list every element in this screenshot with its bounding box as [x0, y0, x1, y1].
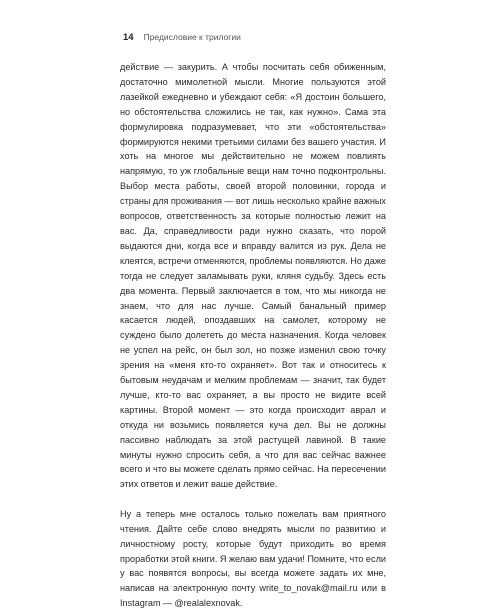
body-text [120, 60, 386, 611]
paragraph-1: действие — закурить. А чтобы посчитать себя обиженным, достаточно мимолетной мысли. Многие пользуются этой лазейкой ежедневно и убеждают себя: «Я достоин большего, но обстоятельства сложились не так, как нужно». Сама эта формулировка подразумевает, что эти «обстоятельства» формируются некими третьими силами без вашего участия. И хоть на многое мы действительно не можем повлиять напрямую, то уж глобальные вещи нам точно подконтрольны. Выбор места работы, своей второй половинки, города и страны для проживания — вот лишь несколько крайне важных вопросов, ответственность за которые полностью лежит на вас. Да, справедливости ради нужно сказать, что порой выдаются дни, когда все и вправду валится из рук. Дела не клеятся, встречи отменяются, проблемы появляются. Но даже тогда не следует заламывать руки, кляня судьбу. Здесь есть два момента. Первый заключается в том, что мы никогда не знаем, что для нас лучше. Самый банальный пример касается людей, опоздавших на самолет, которому не суждено было долететь до места назначения. Когда человек не успел на рейс, он был зол, но позже изменил свою точку зрения на «меня кто-то охраняет». Вот так и относитесь к бытовым неудачам и мелким проблемам — значит, так будет лучше, кто-то вас охраняет, а вы просто не видите всей картины. Второй момент — это когда происходит аврал и откуда ни возьмись появляется куча дел. Вы не должны пассивно наблюдать за этой растущей лавиной. В такие минуты нужно спросить себя, а что для вас сейчас важнее всего и что вы можете сделать прямо сейчас. На пересечении этих ответов и лежит ваше действие. [120, 62, 386, 490]
section-title: Предисловие к трилогии [143, 32, 241, 42]
page-number: 14 [123, 32, 134, 43]
running-head [123, 32, 241, 43]
paragraph-2: Ну а теперь мне осталось только пожелать вам приятного чтения. Дайте себе слово внедрять мысли по развитию и личностному росту, которые будут приходить во время проработки этой книги. Я желаю вам удачи! Помните, что если у вас появятся вопросы, вы всегда можете задать их мне, написав на электронную почту write_to_novak@mail.ru или в Instagram — @realalexnovak. [120, 508, 386, 609]
